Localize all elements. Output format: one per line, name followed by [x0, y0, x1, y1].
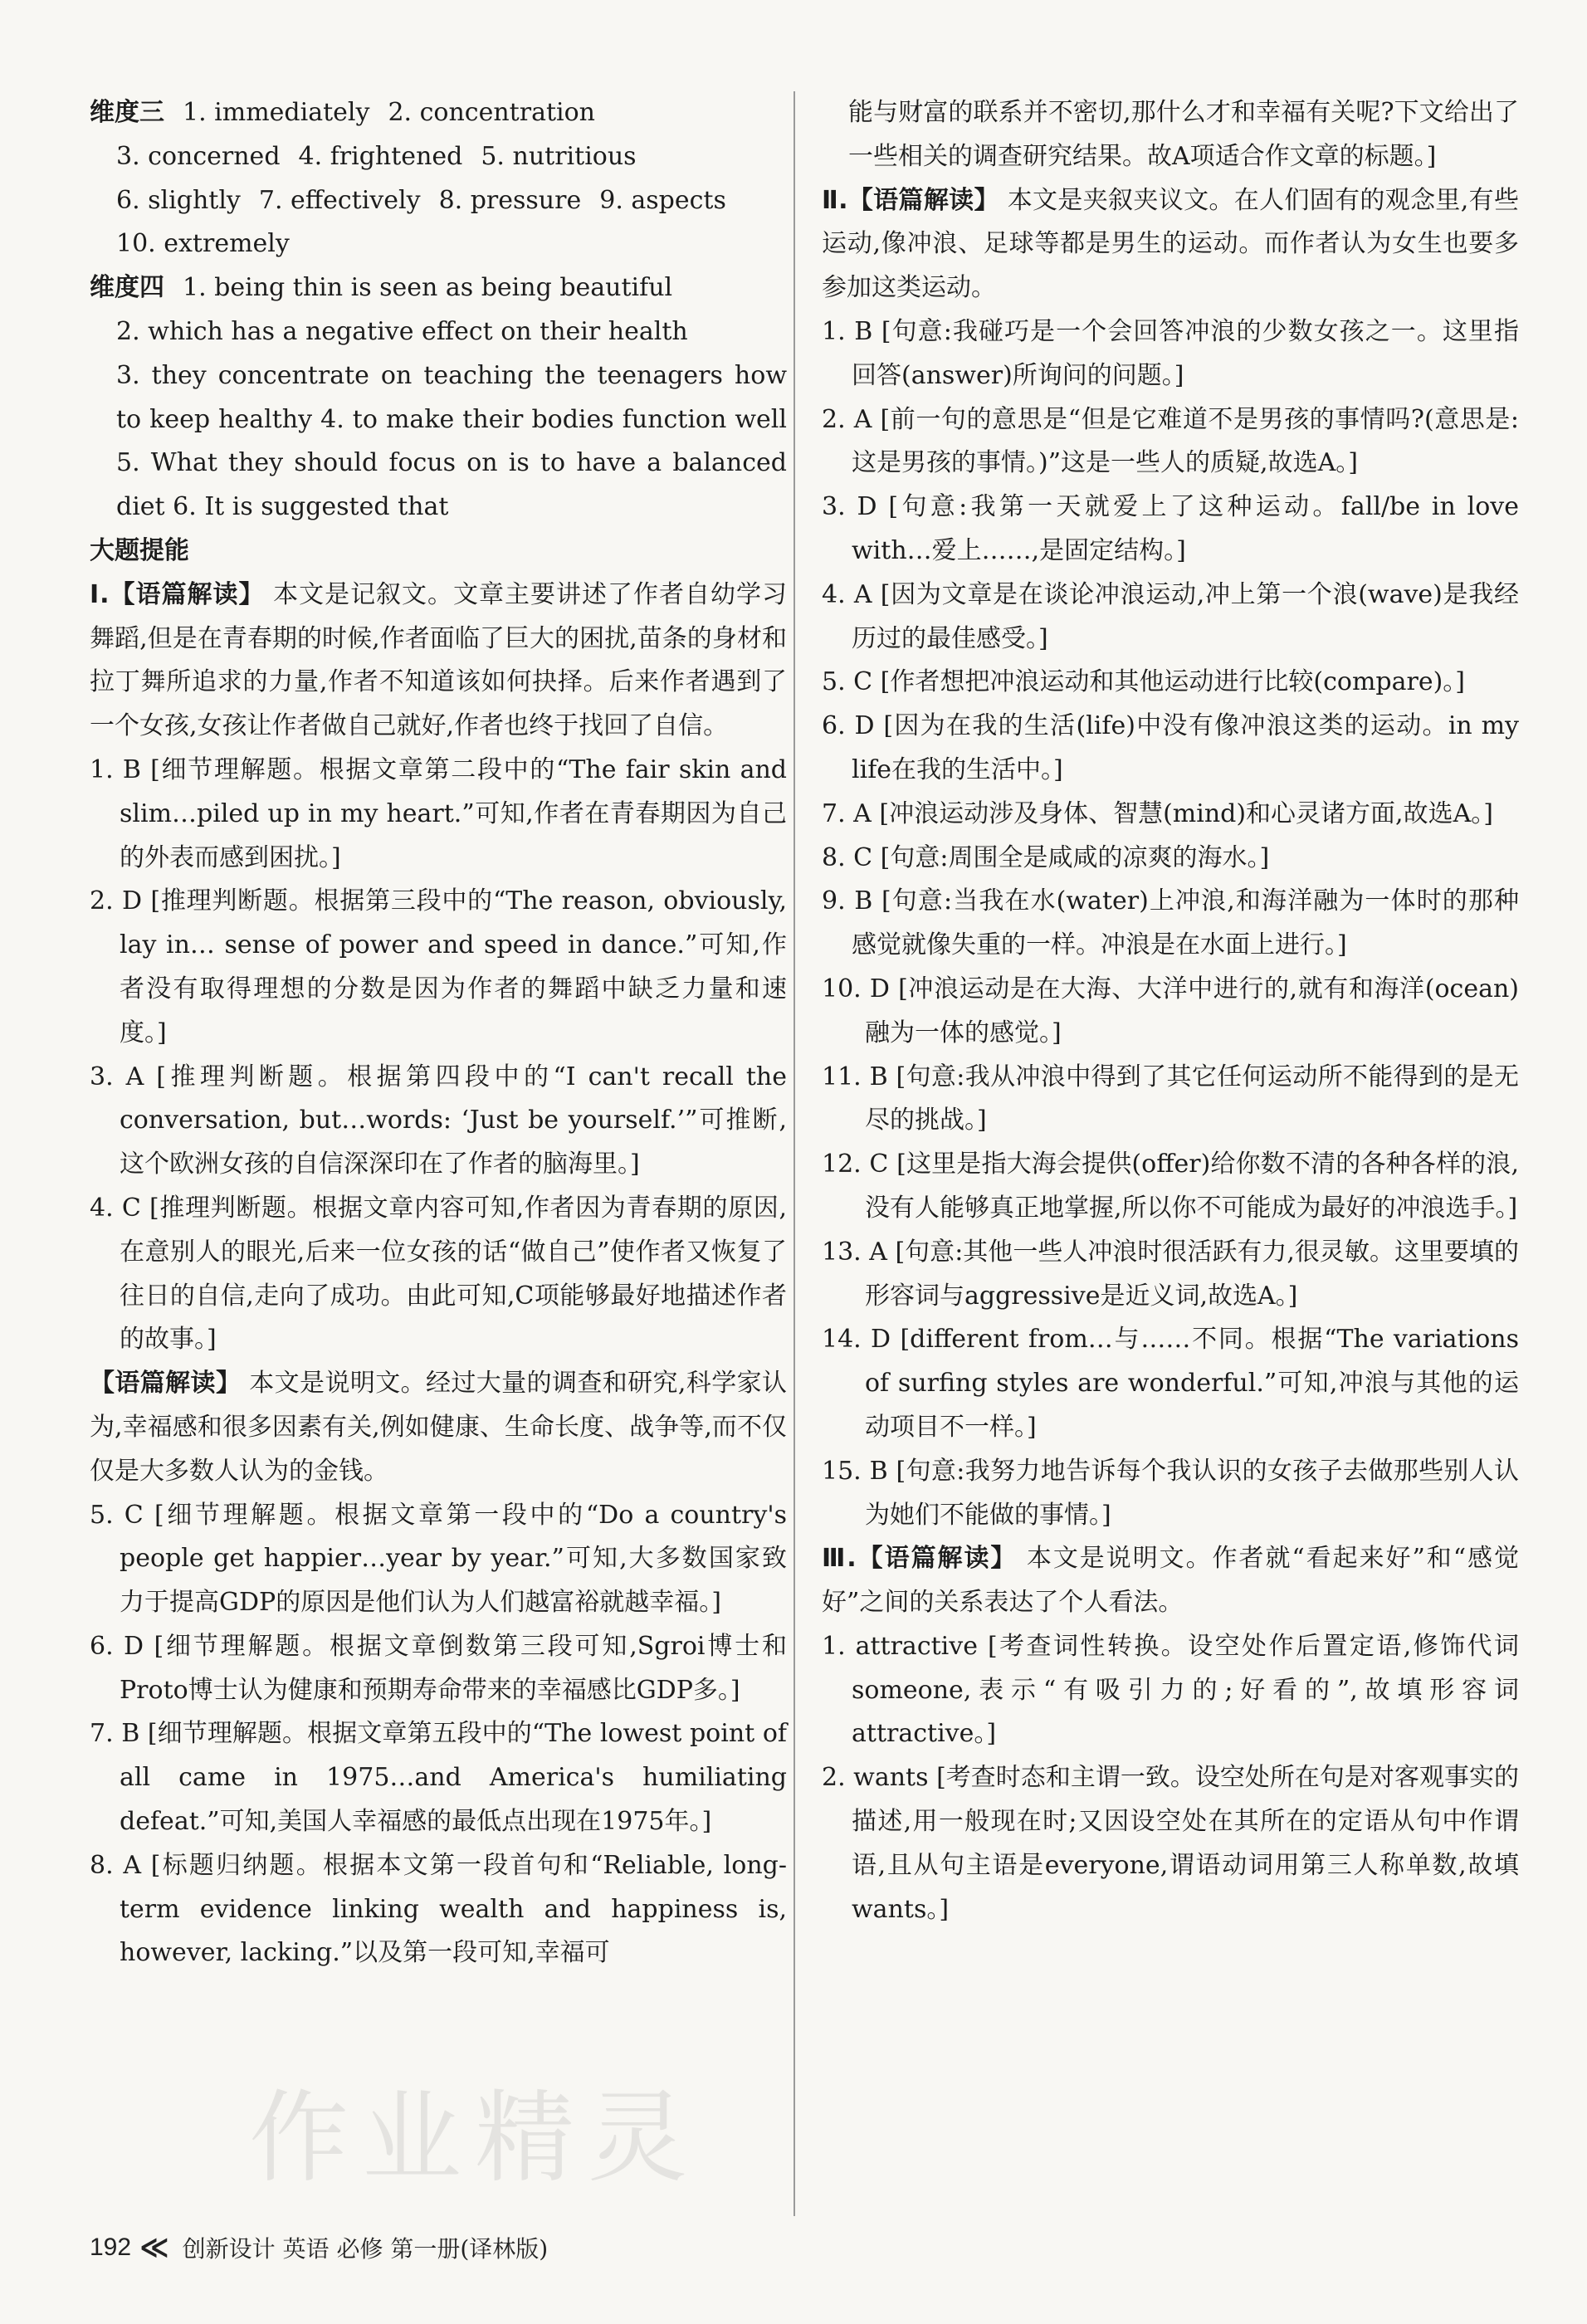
- answer-item: 2. D [推理判断题。根据第三段中的“The reason, obviously, lay in… sense of power and speed in dance.”可知,作者没有取得理想的分数是因为作者的舞蹈中缺乏力量和速度。]: [90, 886, 787, 1047]
- answer-item: 5. C [作者想把冲浪运动和其他运动进行比较(compare)。]: [822, 667, 1465, 697]
- passage-1-summary: Ⅰ.【语篇解读】 本文是记叙文。文章主要讲述了作者自幼学习舞蹈,但是在青春期的时候,作者面临了巨大的困扰,苗条的身材和拉丁舞所追求的力量,作者不知道该如何抉择。后来作者遇到了一个女孩,女孩让作者做自己就好,作者也终于找回了自信。: [90, 579, 788, 741]
- continued-text: 能与财富的联系并不密切,那什么才和幸福有关呢?下文给出了一些相关的调查研究结果。故A项适合作文章的标题。]: [848, 98, 1519, 171]
- answer-item: 6. D [因为在我的生活(life)中没有像冲浪这类的运动。in my life在我的生活中。]: [822, 711, 1519, 784]
- answer-item: 6. D [细节理解题。根据文章倒数第三段可知,Sgroi博士和Proto博士认为健康和预期寿命带来的幸福感比GDP多。]: [90, 1631, 787, 1705]
- answer-item: 3. D [句意:我第一天就爱上了这种运动。fall/be in love with…爱上……,是固定结构。]: [822, 492, 1520, 565]
- answer-item: 15. B [句意:我努力地告诉每个我认识的女孩子去做那些别人认为她们不能做的事情。]: [822, 1456, 1519, 1530]
- answer-item: 2. A [前一句的意思是“但是它难道不是男孩的事情吗?(意思是:这是男孩的事情。)”这是一些人的质疑,故选A。]: [822, 404, 1520, 478]
- answer-item: 11. B [句意:我从冲浪中得到了其它任何运动所不能得到的是无尽的挑战。]: [822, 1062, 1519, 1135]
- answer-item: 3. A [推理判断题。根据第四段中的“I can't recall the conversation, but…words: ‘Just be yourself.’”可推断,这个欧洲女孩的自信深深印在了作者的脑海里。]: [90, 1062, 787, 1179]
- wd3-block: 维度三 1. immediately 2. concentration: [90, 98, 595, 127]
- answer-item: 13. A [句意:其他一些人冲浪时很活跃有力,很灵敏。这里要填的形容词与aggressive是近义词,故选A。]: [822, 1237, 1519, 1311]
- page-footer: [90, 2231, 548, 2264]
- right-column: [822, 91, 1519, 1931]
- watermark: 作业精灵: [249, 2081, 701, 2196]
- book-title: 创新设计 英语 必修 第一册(译林版): [182, 2235, 549, 2263]
- answer-item: 7. B [细节理解题。根据文章第五段中的“The lowest point of all came in 1975…and America's humiliating defeat.”可知,美国人幸福感的最低点出现在1975年。]: [90, 1719, 787, 1837]
- double-chevron-icon: ≪: [139, 2231, 169, 2264]
- answer-item: 4. C [推理判断题。根据文章内容可知,作者因为青春期的原因,在意别人的眼光,后来一位女孩的话“做自己”使作者又恢复了往日的自信,走向了成功。由此可知,C项能够最好地描述作者的故事。]: [90, 1193, 787, 1355]
- wd3-label: 维度三: [90, 98, 164, 127]
- section-heading: 大题提能: [90, 535, 189, 565]
- answer-item: 4. A [因为文章是在谈论冲浪运动,冲上第一个浪(wave)是我经历过的最佳感受。]: [822, 579, 1519, 653]
- answer-item: 8. A [标题归纳题。根据本文第一段首句和“Reliable, long-term evidence linking wealth and happiness is, however, lacking.”以及第一段可知,幸福可: [90, 1850, 787, 1968]
- answer-item: 9. B [句意:当我在水(water)上冲浪,和海洋融为一体时的那种感觉就像失重的一样。冲浪是在水面上进行。]: [822, 886, 1519, 960]
- passage-2-summary: 【语篇解读】 本文是说明文。经过大量的调查和研究,科学家认为,幸福感和很多因素有关,例如健康、生命长度、战争等,而不仅仅是大多数人认为的金钱。: [90, 1369, 787, 1486]
- column-divider: [794, 91, 795, 2216]
- answer-item: 14. D [different from…与……不同。根据“The variations of surfing styles are wonderful.”可知,冲浪与其他的运动项目不一样。]: [822, 1325, 1519, 1442]
- passage-3-summary: Ⅱ.【语篇解读】 本文是夹叙夹议文。在人们固有的观念里,有些运动,像冲浪、足球等都是男生的运动。而作者认为女生也要多参加这类运动。: [822, 185, 1519, 303]
- answer-item: 1. attractive [考查词性转换。设空处作后置定语,修饰代词someone,表示“有吸引力的;好看的”,故填形容词attractive。]: [822, 1631, 1519, 1749]
- answer-item: 5. C [细节理解题。根据文章第一段中的“Do a country's people get happier…year by year.”可知,大多数国家致力于提高GDP的原因是他们认为人们越富裕就越幸福。]: [90, 1500, 787, 1618]
- answer-item: 1. B [句意:我碰巧是一个会回答冲浪的少数女孩之一。这里指回答(answer)所询问的问题。]: [822, 316, 1519, 390]
- wd4-label: 维度四: [90, 273, 164, 303]
- answer-item: 10. D [冲浪运动是在大海、大洋中进行的,就有和海洋(ocean)融为一体的感觉。]: [822, 974, 1519, 1047]
- left-column: 维度三 1. immediately 2. concentration 3. concerned 4. frightened 5. nutritious 6. slightly 7. effectively 8. pressure 9. aspects 10. extremely 维度四 1. being thin is seen as being beautiful 2. which has a negative effect on their health 3. they concentrate on teaching the teenagers how to keep healthy 4. to make their bodies function well 5. What they should focus on is to have a balanced diet 6. It is suggested that 大题提能 Ⅰ.【语篇解读】 本文是记叙文。文章主要讲述了作者自幼学习舞蹈,但是在青春期的时候,作者面临了巨大的困扰,苗条的身材和拉丁舞所追求的力量,作者不知道该如何抉择。后来作者遇到了一个女孩,女孩让作者做自己就好,作者也终于找回了自信。 1. B [细节理解题。根据文章第二段中的“The fair skin and slim…piled up in my heart.”可知,作者在青春期因为自己的外表而感到困扰。] 2. D [推理判断题。根据第三段中的“The reason, obviously, lay in… sense of power and speed in dance.”可知,作者没有取得理想的分数是因为作者的舞蹈中缺乏力量和速度。] 3. A [推理判断题。根据第四段中的“I can't recall the conversation, but…words: ‘Just be yourself.’”可推断,这个欧洲女孩的自信深深印在了作者的脑海里。] 4. C [推理判断题。根据文章内容可知,作者因为青春期的原因,在意别人的眼光,后来一位女孩的话“做自己”使作者又恢复了往日的自信,走向了成功。由此可知,C项能够最好地描述作者的故事。] 【语篇解读】 本文是说明文。经过大量的调查和研究,科学家认为,幸福感和很多因素有关,例如健康、生命长度、战争等,而不仅仅是大多数人认为的金钱。 5. C [细节理解题。根据文章第一段中的“Do a country's people get happier…year by year.”可知,大多数国家致力于提高GDP的原因是他们认为人们越富裕就越幸福。] 6. D [细节理解题。根据文章倒数第三段可知,Sgroi博士和Proto博士认为健康和预期寿命带来的幸福感比GDP多。] 7. B [细节理解题。根据文章第五段中的“The lowest point of all came in 1975…and America's humiliating defeat.”可知,美国人幸福感的最低点出现在1975年。] 8. A [标题归纳题。根据本文第一段首句和“Reliable, long-term evidence linking wealth and happiness is, however, lacking.”以及第一段可知,幸福可: [90, 91, 787, 1975]
- answer-item: 2. wants [考查时态和主谓一致。设空处所在句是对客观事实的描述,用一般现在时;又因设空处在其所在的定语从句中作谓语,且从句主语是everyone,谓语动词用第三人称单数,故填wants。]: [822, 1763, 1519, 1924]
- wd4-block: 维度四 1. being thin is seen as being beautiful: [90, 273, 673, 303]
- passage-4-summary: Ⅲ.【语篇解读】 本文是说明文。作者就“看起来好”和“感觉好”之间的关系表达了个人看法。: [822, 1544, 1519, 1618]
- answer-item: 12. C [这里是指大海会提供(offer)给你数不清的各种各样的浪,没有人能够真正地掌握,所以你不可能成为最好的冲浪选手。]: [822, 1150, 1519, 1223]
- page-number: 192: [90, 2234, 132, 2261]
- answer-item: 8. C [句意:周围全是咸咸的凉爽的海水。]: [822, 842, 1270, 872]
- answer-item: 1. B [细节理解题。根据文章第二段中的“The fair skin and slim…piled up in my heart.”可知,作者在青春期因为自己的外表而感到困扰。]: [90, 754, 787, 872]
- answer-item: 7. A [冲浪运动涉及身体、智慧(mind)和心灵诸方面,故选A。]: [822, 798, 1493, 828]
